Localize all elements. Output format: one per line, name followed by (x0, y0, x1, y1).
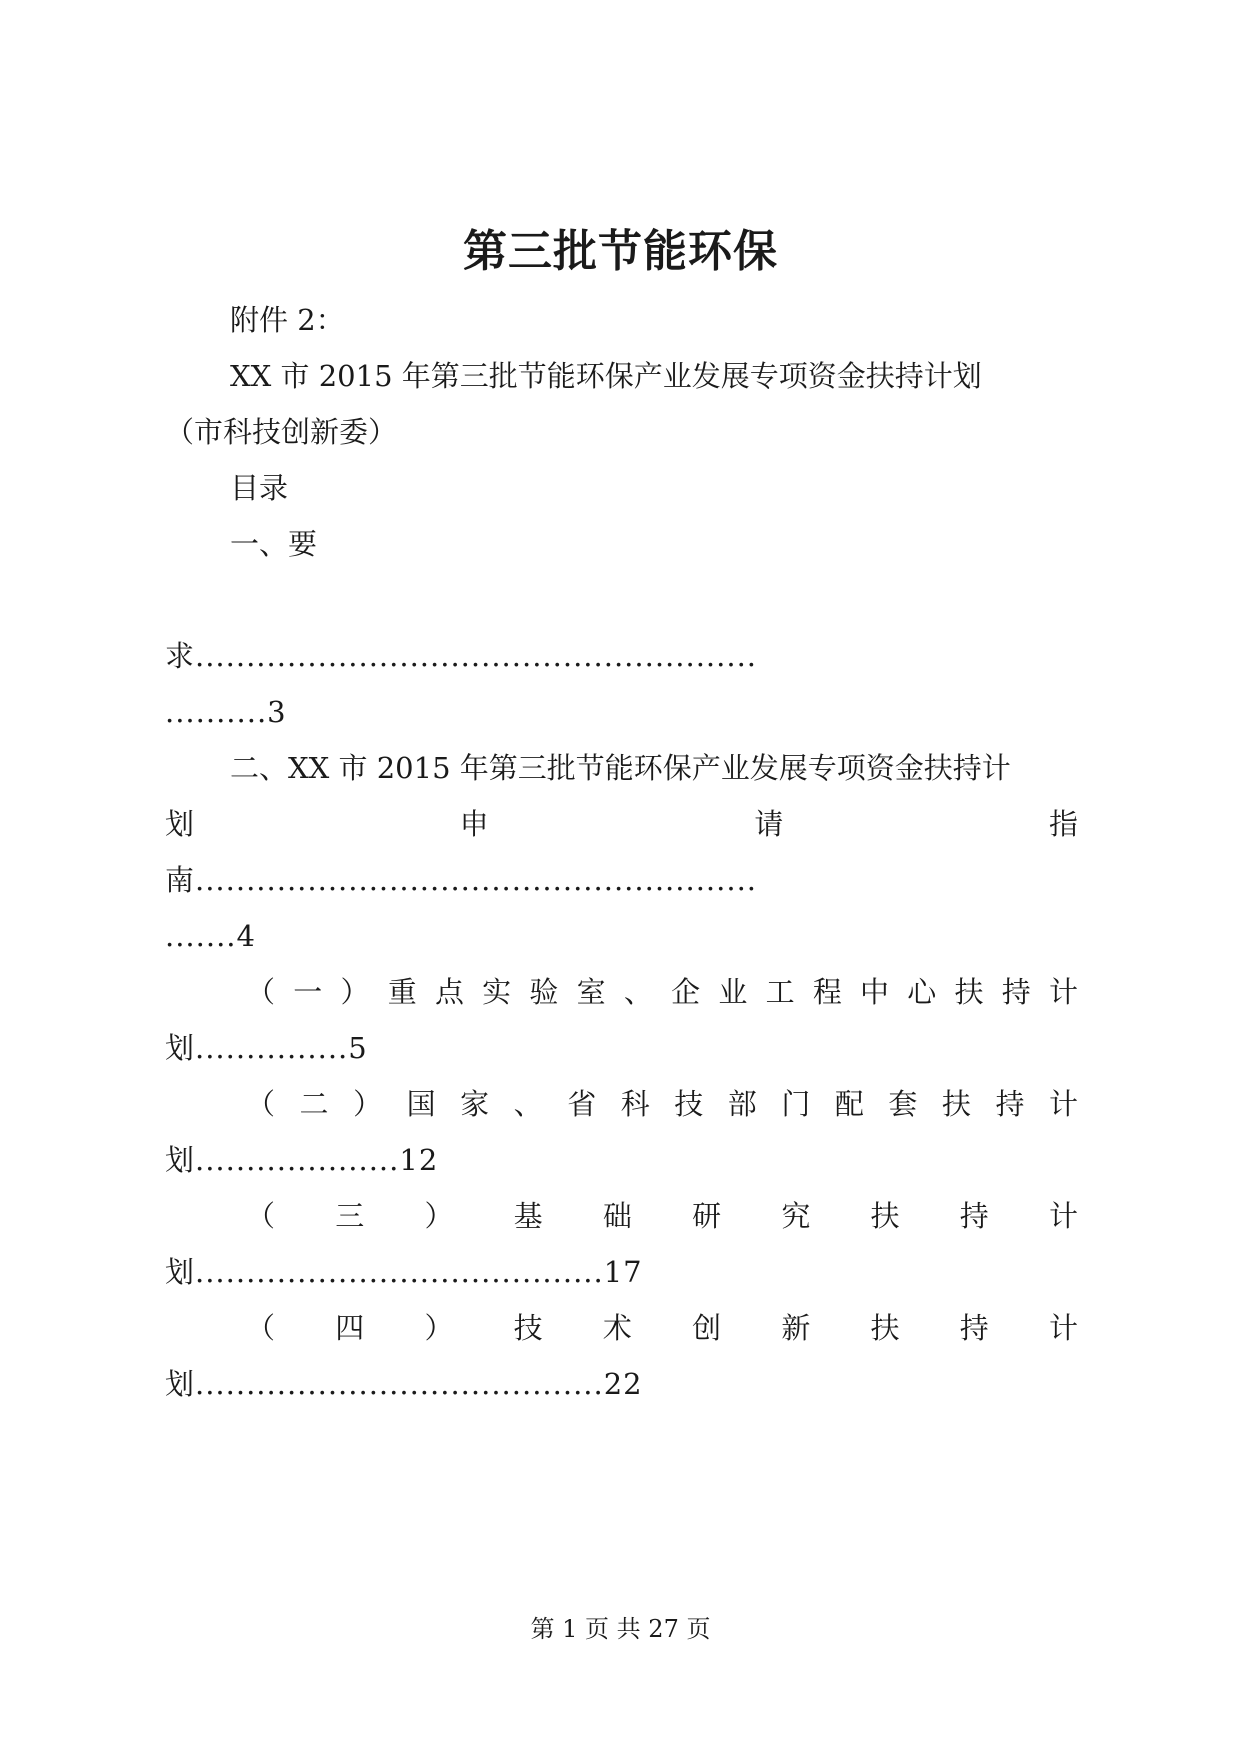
spread-char: 划 (165, 807, 195, 841)
spread-char: （ (246, 1311, 276, 1345)
spread-char: 点 (434, 975, 464, 1009)
spread-char: 基 (513, 1199, 543, 1233)
spread-char: ） (353, 1087, 383, 1121)
spread-char: 扶 (870, 1311, 900, 1345)
toc-item-1-leader: 求....................................................... (165, 639, 758, 673)
spread-char: （ (246, 975, 276, 1009)
spread-char: 计 (1048, 1199, 1078, 1233)
spread-char: 持 (959, 1311, 989, 1345)
toc-item-1-head: 一、要 (230, 527, 318, 561)
toc-sub-4-spread (246, 1306, 1078, 1350)
spread-char: 计 (1048, 975, 1078, 1009)
spread-char: 指 (1048, 807, 1078, 841)
spread-char: 持 (1001, 975, 1031, 1009)
toc-item-2-page: .......4 (165, 919, 256, 953)
spread-char: 门 (781, 1087, 811, 1121)
spread-char: 套 (888, 1087, 918, 1121)
spread-char: （ (246, 1199, 276, 1233)
spread-char: 持 (995, 1087, 1025, 1121)
spread-char: 请 (754, 807, 784, 841)
toc-item-2-leader: 南....................................................... (165, 863, 758, 897)
spread-char: 计 (1048, 1311, 1078, 1345)
spread-char: 配 (834, 1087, 864, 1121)
spread-char: 科 (620, 1087, 650, 1121)
spread-char: 程 (812, 975, 842, 1009)
spread-char: 中 (860, 975, 890, 1009)
spread-char: 工 (765, 975, 795, 1009)
page-footer: 第 1 页 共 27 页 (530, 1615, 711, 1643)
spread-char: 新 (781, 1311, 811, 1345)
spread-char: 省 (567, 1087, 597, 1121)
spread-char: 国 (406, 1087, 436, 1121)
spread-char: 扶 (941, 1087, 971, 1121)
toc-sub-4-page: 划........................................22 (165, 1367, 643, 1401)
spread-char: 实 (482, 975, 512, 1009)
attachment-label: 附件 2： (230, 303, 345, 337)
spread-char: 术 (602, 1311, 632, 1345)
spread-char: 创 (692, 1311, 722, 1345)
spread-char: 二 (299, 1087, 329, 1121)
spread-char: ） (424, 1311, 454, 1345)
toc-item-2-spread (165, 802, 1078, 846)
plan-title-line2: （市科技创新委） (165, 415, 398, 449)
spread-char: ） (424, 1199, 454, 1233)
toc-sub-2-spread (246, 1082, 1078, 1126)
spread-char: 企 (671, 975, 701, 1009)
spread-char: 三 (335, 1199, 365, 1233)
spread-char: 验 (529, 975, 559, 1009)
spread-char: 扶 (954, 975, 984, 1009)
spread-char: 、 (623, 975, 653, 1009)
toc-heading: 目录 (230, 471, 289, 505)
toc-sub-1-spread (246, 970, 1078, 1014)
spread-char: 业 (718, 975, 748, 1009)
plan-title-line1: XX 市 2015 年第三批节能环保产业发展专项资金扶持计划 (230, 359, 982, 393)
toc-sub-1-page: 划...............5 (165, 1031, 368, 1065)
spread-char: 家 (460, 1087, 490, 1121)
spread-char: 四 (335, 1311, 365, 1345)
toc-item-2-head: 二、XX 市 2015 年第三批节能环保产业发展专项资金扶持计 (230, 751, 1011, 785)
toc-sub-3-spread (246, 1194, 1078, 1238)
toc-sub-3-page: 划........................................17 (165, 1255, 643, 1289)
spread-char: 、 (513, 1087, 543, 1121)
spread-char: 重 (387, 975, 417, 1009)
spread-char: 部 (727, 1087, 757, 1121)
spread-char: 扶 (870, 1199, 900, 1233)
spread-char: 一 (293, 975, 323, 1009)
spread-char: 技 (513, 1311, 543, 1345)
spread-char: ） (340, 975, 370, 1009)
toc-sub-2-page: 划....................12 (165, 1143, 439, 1177)
spread-char: 室 (576, 975, 606, 1009)
spread-char: 础 (602, 1199, 632, 1233)
spread-char: 申 (459, 807, 489, 841)
document-title: 第三批节能环保 (463, 226, 778, 277)
spread-char: 心 (907, 975, 937, 1009)
spread-char: 究 (781, 1199, 811, 1233)
spread-char: 研 (692, 1199, 722, 1233)
spread-char: 持 (959, 1199, 989, 1233)
spread-char: （ (246, 1087, 276, 1121)
spread-char: 计 (1048, 1087, 1078, 1121)
spread-char: 技 (674, 1087, 704, 1121)
toc-item-1-page: ..........3 (165, 695, 287, 729)
